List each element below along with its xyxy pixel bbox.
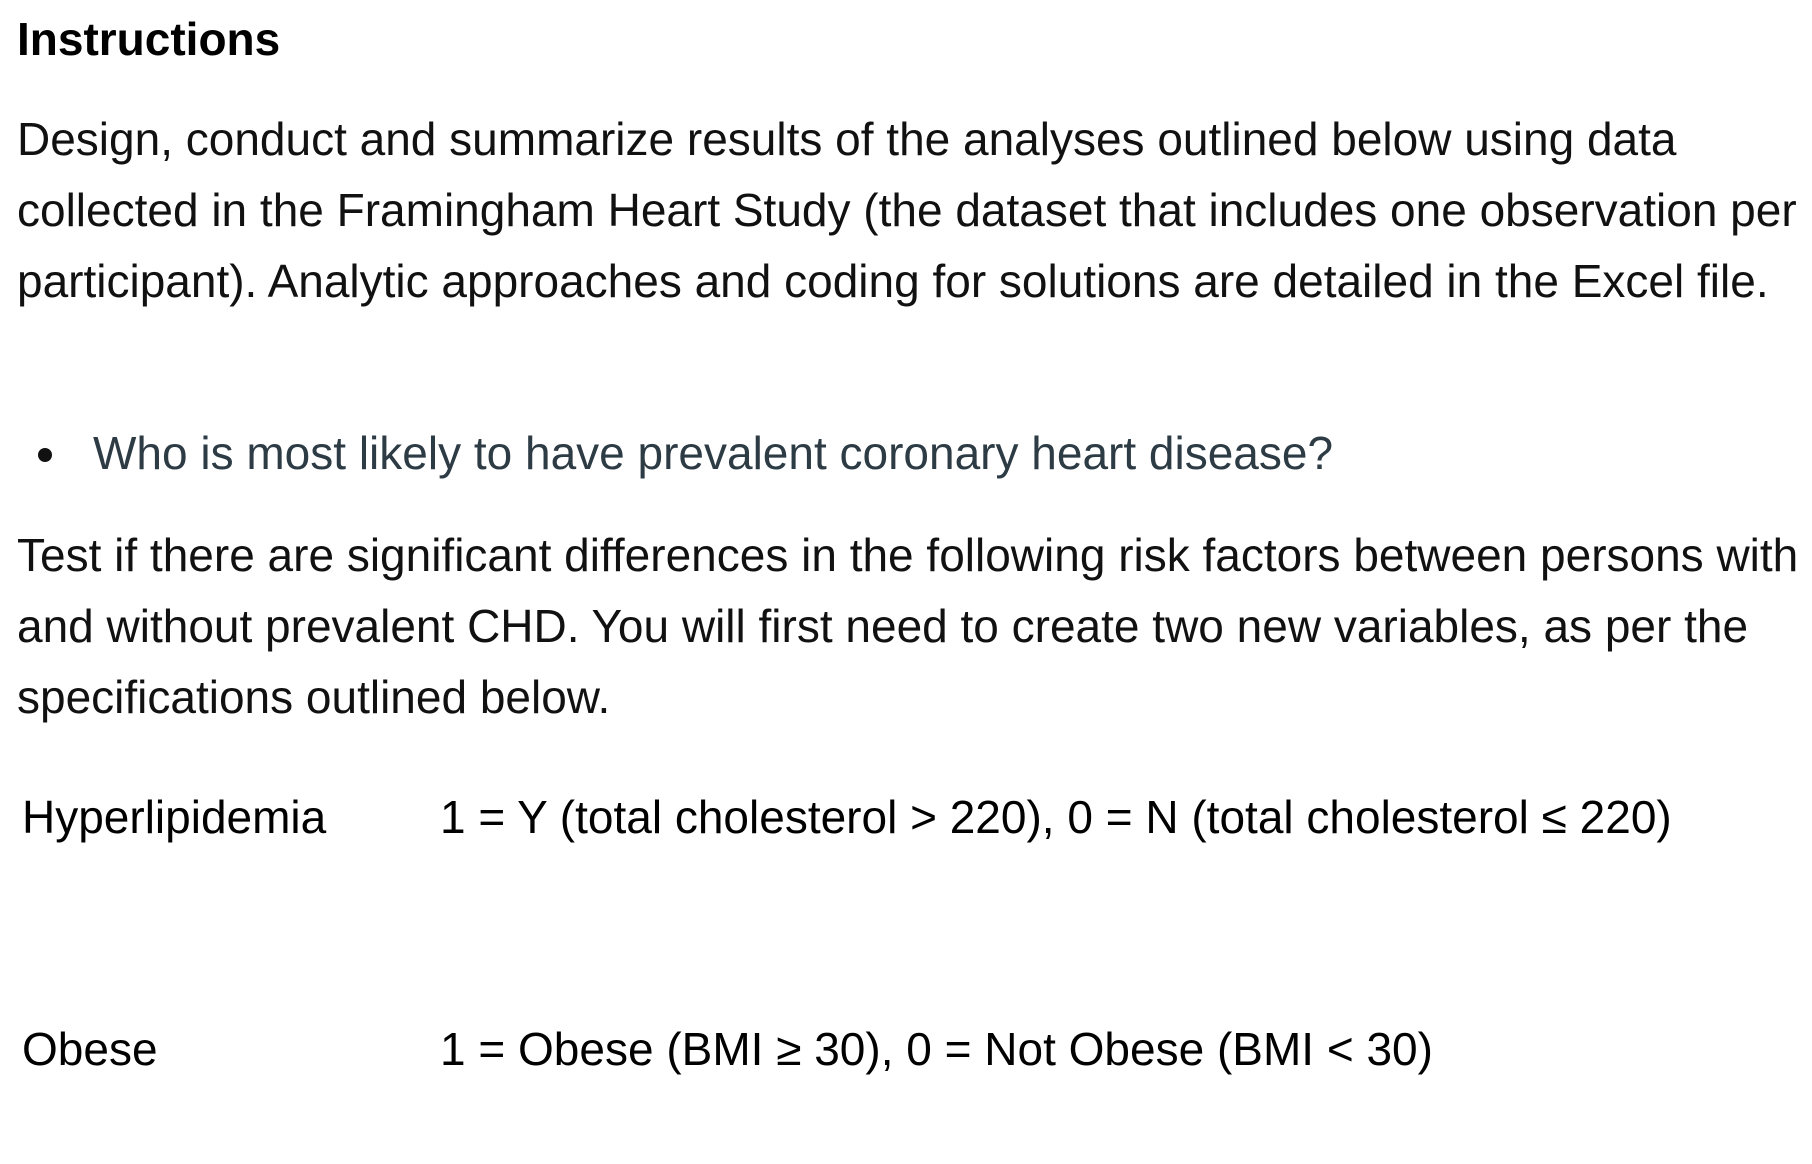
table-row: [22, 1022, 1672, 1076]
variable-definition: 1 = Y (total cholesterol > 220), 0 = N (total cholesterol ≤ 220): [440, 791, 1672, 843]
table-row-spacer: [22, 844, 1672, 1022]
instructions-heading: Instructions: [17, 13, 281, 65]
variable-name: Hyperlipidemia: [22, 791, 327, 843]
bullet-icon: [38, 448, 52, 462]
table-row: [22, 790, 1672, 844]
question-list: [0, 418, 1333, 489]
list-item: [0, 418, 1333, 489]
intro-paragraph: Design, conduct and summarize results of the analyses outlined below using data collected in the Framingham Heart Study (the dataset that includes one observation per participant). Analytic approaches and coding for solutions are detailed in the Excel file.: [17, 113, 1797, 307]
test-paragraph: Test if there are significant differences in the following risk factors between persons with and without prevalent CHD. You will first need to create two new variables, as per the specifications outlined below.: [17, 529, 1799, 723]
variable-definitions-table: [22, 790, 1672, 1076]
variable-name: Obese: [22, 1023, 158, 1075]
variable-definition: 1 = Obese (BMI ≥ 30), 0 = Not Obese (BMI < 30): [440, 1023, 1433, 1075]
list-item-text: Who is most likely to have prevalent coronary heart disease?: [93, 427, 1334, 479]
